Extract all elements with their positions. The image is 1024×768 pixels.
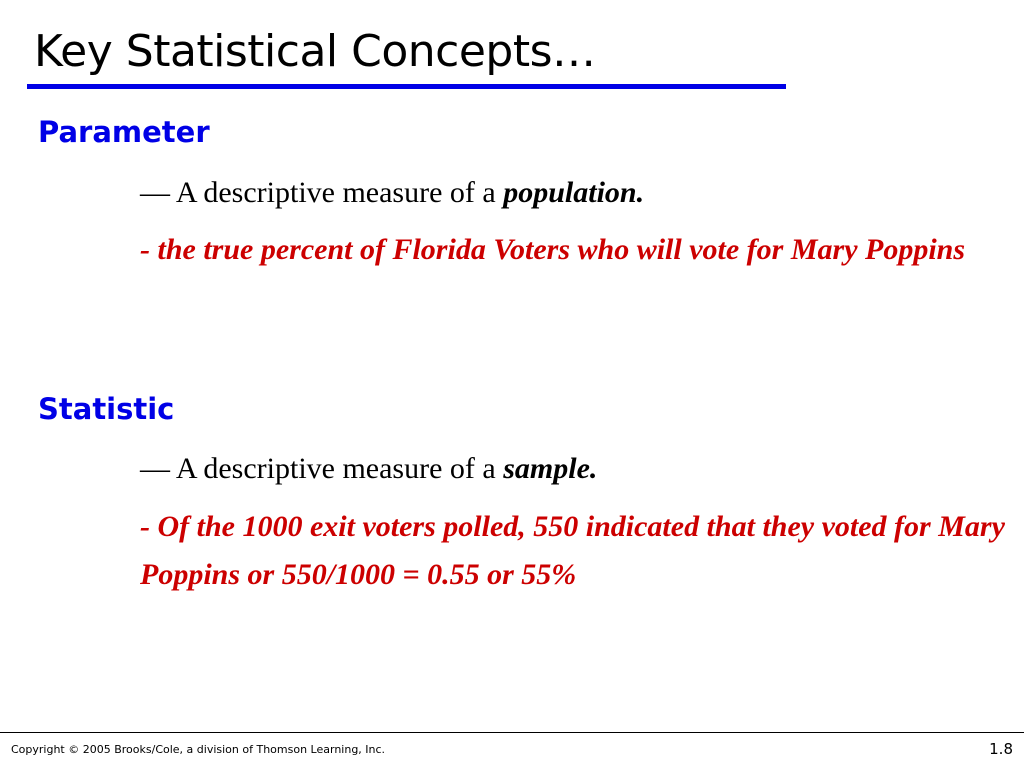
statistic-definition <box>140 451 597 487</box>
footer-copyright: Copyright © 2005 Brooks/Cole, a division of Thomson Learning, Inc. <box>11 743 386 756</box>
title-underline <box>27 84 786 89</box>
parameter-example: - the true percent of Florida Voters who will vote for Mary Poppins <box>140 233 966 266</box>
statistic-heading: Statistic <box>38 392 175 426</box>
slide-title: Key Statistical Concepts… <box>34 26 596 77</box>
statistic-definition-prefix: — A descriptive measure of a <box>140 452 504 485</box>
parameter-definition-term: population. <box>503 176 645 209</box>
parameter-heading: Parameter <box>38 115 210 149</box>
footer-divider <box>0 732 1024 733</box>
parameter-definition-prefix: — A descriptive measure of a <box>140 176 504 209</box>
statistic-example: - Of the 1000 exit voters polled, 550 indicated that they voted for Mary Poppins or 550/1000 = 0.55 or 55% <box>140 510 1005 591</box>
parameter-definition <box>140 175 644 211</box>
page-number: 1.8 <box>989 740 1013 758</box>
statistic-definition-term: sample. <box>503 452 598 485</box>
